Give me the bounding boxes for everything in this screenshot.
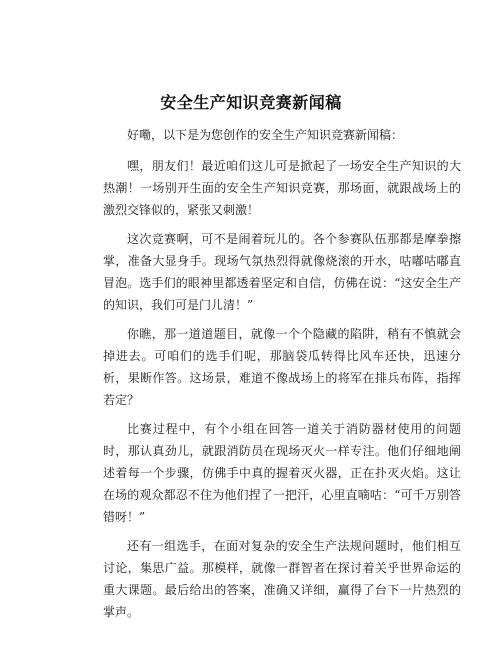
body-paragraph: 还有一组选手，在面对复杂的安全生产法规问题时，他们相互讨论，集思广益。那模样，就像一群智者在探讨着关乎世界命运的重大课题。最后给出的答案，准确又详细，赢得了台下一片热烈的掌声。 xyxy=(103,539,461,619)
body-paragraph: 比赛过程中，有个小组在回答一道关于消防器材使用的问题时，那认真劲儿，就跟消防员在现场灭火一样专注。他们仔细地阐述着每一个步骤，仿佛手中真的握着灭火器，正在扑灭火焰。这让在场的观众都忍不住为他们捏了一把汗，心里直嘀咕：“可千万别答错呀！” xyxy=(103,422,461,524)
body-paragraph: 嘿，朋友们！最近咱们这儿可是掀起了一场安全生产知识的大热潮！一场别开生面的安全生产知识竞赛，那场面，就跟战场上的激烈交锋似的，紧张又刺激！ xyxy=(103,159,461,217)
body-paragraph: 这次竞赛啊，可不是闹着玩儿的。各个参赛队伍那都是摩拳擦掌，准备大显身手。现场气氛热烈得就像烧滚的开水，咕嘟咕嘟直冒泡。选手们的眼神里都透着坚定和自信，仿佛在说：“这安全生产的知识，我们可是门儿清！” xyxy=(103,232,461,312)
intro-paragraph: 好嘞，以下是为您创作的安全生产知识竞赛新闻稿： xyxy=(127,128,404,142)
document-body xyxy=(103,124,461,630)
body-paragraph: 你瞧，那一道道题目，就像一个个隐藏的陷阱，稍有不慎就会掉进去。可咱们的选手们呢，那脑袋瓜转得比风车还快，迅速分析，果断作答。这场景，难道不像战场上的将军在排兵布阵，指挥若定？ xyxy=(103,327,461,407)
document-title: 安全生产知识竞赛新闻稿 xyxy=(160,93,342,112)
